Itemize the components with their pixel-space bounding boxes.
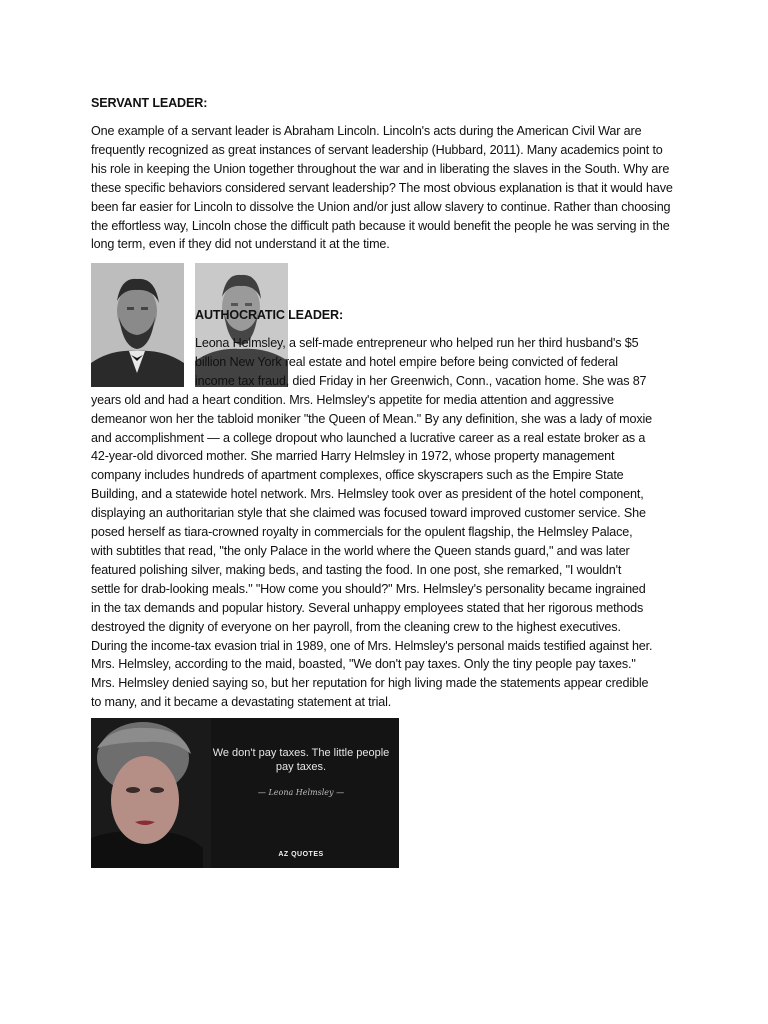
paragraph-line: with subtitles that read, "the only Palace in the world where the Queen stands guard," and was later xyxy=(91,543,630,558)
paragraph-line: demeanor won her the tabloid moniker "the Queen of Mean." By any definition, she was a lady of moxie xyxy=(91,411,652,426)
paragraph-line: settle for drab-looking meals." "How come you should?" Mrs. Helmsley's personality became ingrained xyxy=(91,581,646,596)
autocratic-leader-heading: AUTHOCRATIC LEADER: xyxy=(195,308,344,322)
paragraph-line: years old and had a heart condition. Mrs. Helmsley's appetite for media attention and aggressive xyxy=(91,392,614,407)
paragraph-line: Building, and a statewide hotel network. Mrs. Helmsley took over as president of the hotel component, xyxy=(91,487,644,502)
paragraph-line: in the tax demands and popular history. Several unhappy employees stated that her rigorous methods xyxy=(91,600,644,615)
paragraph-line: posed herself as tiara-crowned royalty in commercials for the opulent flagship, the Helmsley Palace, xyxy=(91,525,633,540)
paragraph-line: Mrs. Helmsley denied saying so, but her reputation for high living made the statements appear credible xyxy=(91,676,649,691)
paragraph-line: billion New York real estate and hotel empire before being convicted of federal xyxy=(195,354,618,369)
helmsley-portrait-icon xyxy=(91,718,211,868)
paragraph-line: During the income-tax evasion trial in 1989, one of Mrs. Helmsley's personal maids testified against her. xyxy=(91,638,653,653)
servant-leader-heading: SERVANT LEADER: xyxy=(91,96,208,110)
paragraph-line: 42-year-old divorced mother. She married Harry Helmsley in 1972, whose property management xyxy=(91,449,615,464)
paragraph-line: featured polishing silver, making beds, and tasting the food. In one post, she remarked, "I wouldn't xyxy=(91,562,622,577)
paragraph-line: destroyed the dignity of everyone on her payroll, from the cleaning crew to the highest executives. xyxy=(91,619,621,634)
paragraph-line: Leona Helmsley, a self-made entrepreneur who helped run her third husband's $5 xyxy=(195,336,639,350)
paragraph-line: to many, and it became a devastating statement at trial. xyxy=(91,695,392,710)
paragraph-line: income tax fraud, died Friday in her Greenwich, Conn., vacation home. She was 87 xyxy=(195,373,647,388)
quote-author: — Leona Helmsley — xyxy=(257,788,345,797)
servant-leader-paragraph: One example of a servant leader is Abraham Lincoln. Lincoln's acts during the American Civil War are frequently recognized as great instances of servant leadership (Hubbard, 2011). Many academics point to his role in keeping the Union together throughout the war and in liberating the slaves in the South. Why are these specific behaviors considered servant leadership? The most obvious explanation is that it would have been far easier for Lincoln to dissolve the Union and/or just allow slavery to continue. Rather than choosing the effortless way, Lincoln chose the difficult path because it would benefit the people he was serving in the long term, even if they did not understand it at the time. xyxy=(91,124,673,252)
quote-image xyxy=(91,718,399,868)
azquotes-logo: AZ QUOTES xyxy=(278,851,324,858)
paragraph-line: displaying an authoritarian style that she claimed was focused toward improved customer service. She xyxy=(91,506,646,521)
quote-text: We don't pay taxes. The little people pay taxes. xyxy=(212,747,390,773)
paragraph-line: company includes hundreds of apartment complexes, office skyscrapers such as the Empire State xyxy=(91,468,624,483)
paragraph-line: and accomplishment — a college dropout who launched a lucrative career as a real estate broker as a xyxy=(91,430,646,445)
paragraph-line: Mrs. Helmsley, according to the maid, boasted, "We don't pay taxes. Only the tiny people pay taxes." xyxy=(91,657,636,672)
autocratic-leader-paragraph xyxy=(91,334,681,712)
